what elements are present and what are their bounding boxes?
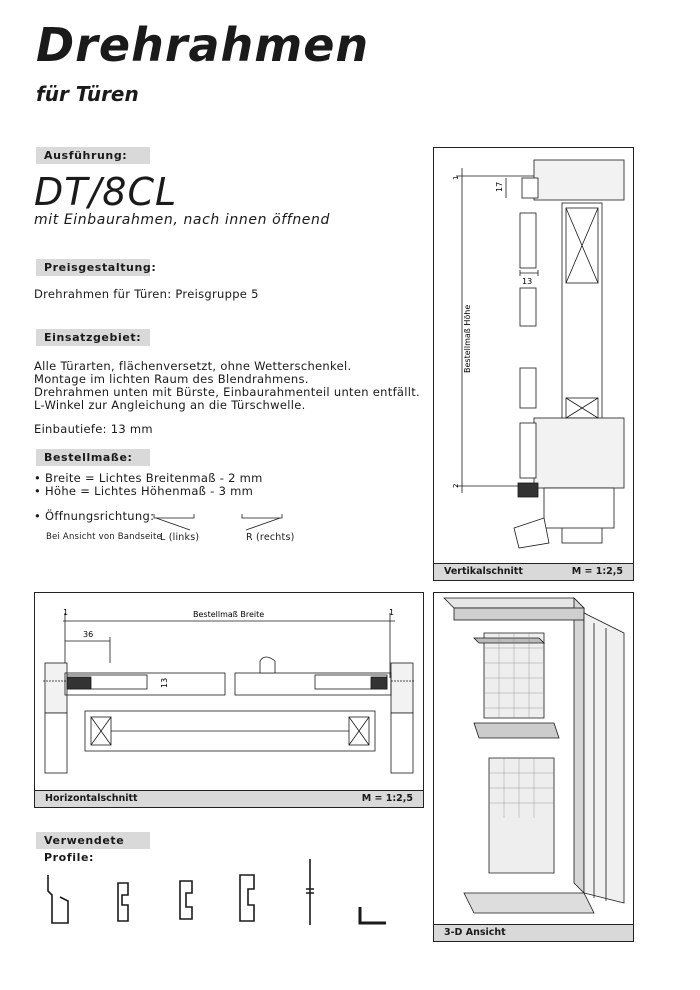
width-dimension-label: Bestellmaß Breite [193,610,265,619]
vertical-section-scale: M = 1:2,5 [571,566,623,577]
handle [260,657,275,673]
section-einsatzgebiet: Einsatzgebiet: [36,329,150,346]
opening-direction-symbols [150,510,300,532]
vertical-section-title: Vertikalschnitt [444,566,523,577]
3d-frame-side [574,598,584,893]
opening-left-label: L (links) [160,532,200,543]
frame-bottom [534,418,624,488]
section-bestellmasse: Bestellmaße: [36,449,150,466]
order-height-text: • Höhe = Lichtes Höhenmaß - 3 mm [34,484,254,498]
profile-1 [48,875,68,923]
vertical-section-caption [434,563,633,580]
horizontal-section-title: Horizontalschnitt [45,793,138,804]
model-number: DT/8CL [34,170,178,214]
opening-direction-label: • Öffnungsrichtung: [34,509,155,523]
einbautiefe-text: Einbautiefe: 13 mm [34,422,153,436]
3d-frame-top [444,598,584,608]
horizontal-section-scale: M = 1:2,5 [361,793,413,804]
section-verwendete-profile: Verwendete Profile: [36,832,150,849]
dim-13: 13 [522,277,533,286]
dim-left-1: 1 [63,608,69,617]
einsatz-text [34,360,420,412]
dim-top-1: 1 [452,175,460,180]
profile-drawings [40,855,400,930]
3d-view-caption [434,924,633,941]
model-description: mit Einbaurahmen, nach innen öffnend [34,212,330,228]
vertical-section-panel [433,147,634,581]
page-title: Drehrahmen [36,18,370,72]
vertical-section-drawing [434,148,633,563]
dim-13: 13 [160,677,169,688]
dim-bottom-2: 2 [452,483,460,488]
profile-4 [240,875,254,921]
page-subtitle: für Türen [36,82,139,106]
opening-symbol-left-leaf [156,518,190,530]
profile-2 [118,883,128,921]
opening-right-label: R (rechts) [246,532,295,543]
einsatz-line: Alle Türarten, flächenversetzt, ohne Wetterschenkel. [34,359,352,373]
profile-6-l-angle [360,907,386,923]
height-dimension-label: Bestellmaß Höhe [463,304,472,373]
horizontal-section-panel [34,592,424,808]
frame-top [534,160,624,200]
view-from-hinge-side: Bei Ansicht von Bandseite [46,532,162,542]
3d-view-drawing [434,593,633,924]
einsatz-line: Montage im lichten Raum des Blendrahmens. [34,372,309,386]
opening-symbol-right [242,514,282,518]
price-group-text: Drehrahmen für Türen: Preisgruppe 5 [34,287,259,301]
threshold [544,488,614,528]
wall-right [391,663,413,713]
profile-5 [306,859,314,925]
wall-left [45,663,67,713]
dim-36: 36 [83,630,94,639]
order-width-text: • Breite = Lichtes Breitenmaß - 2 mm [34,471,263,485]
einsatz-line: Drehrahmen unten mit Bürste, Einbaurahmenteil unten entfällt. [34,385,421,399]
horizontal-section-caption [35,790,423,807]
opening-symbol-right-leaf [246,518,280,530]
dim-17: 17 [495,181,504,192]
section-preisgestaltung: Preisgestaltung: [36,259,150,276]
3d-mesh-lower [489,758,554,873]
section-ausfuehrung: Ausführung: [36,147,150,164]
3d-view-title: 3-D Ansicht [444,927,506,938]
opening-symbol-left [154,514,194,518]
3d-view-panel [433,592,634,942]
einsatz-line: L-Winkel zur Angleichung an die Türschwelle. [34,398,306,412]
dim-right-1: 1 [389,608,395,617]
profile-3 [180,881,192,919]
horizontal-section-drawing [35,593,423,790]
